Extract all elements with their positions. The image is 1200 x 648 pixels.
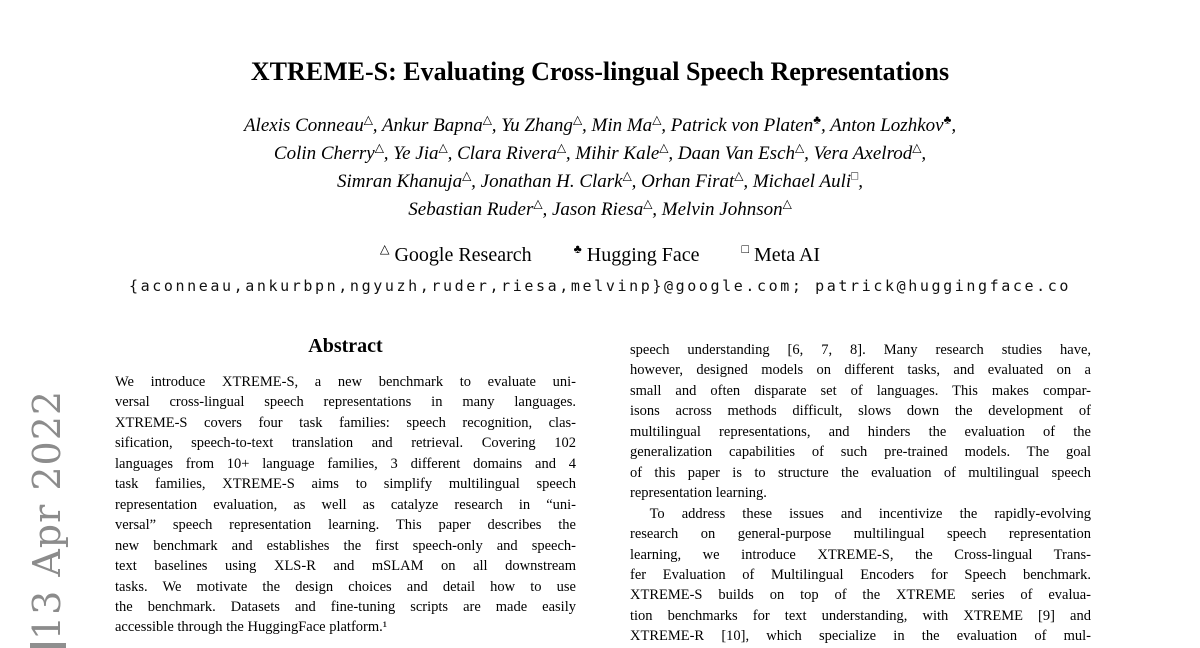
square-mark-icon: □ <box>741 242 749 257</box>
author-affiliation-mark-icon: △ <box>912 141 922 155</box>
author-affiliation-mark-icon: □ <box>851 169 859 183</box>
author-line: Sebastian Ruder△, Jason Riesa△, Melvin Johnson△ <box>408 197 792 220</box>
author-line: Alexis Conneau△, Ankur Bapna△, Yu Zhang△, Min Ma△, Patrick von Platen♣, Anton Lozhkov♣, <box>243 113 957 136</box>
introduction-text <box>630 340 1091 647</box>
text-line: text baselines using XLS-R and mSLAM on all downstream <box>115 558 576 575</box>
author-line: Simran Khanuja△, Jonathan H. Clark△, Orhan Firat△, Michael Auli□, <box>336 169 864 192</box>
triangle-mark-icon: △ <box>379 242 390 257</box>
arxiv-date-stamp: 13 Apr 2022 <box>25 389 69 641</box>
author-affiliation-mark-icon: △ <box>374 141 384 155</box>
author-affiliation-mark-icon: △ <box>482 113 492 127</box>
affiliation-item <box>574 244 700 267</box>
affiliations-row <box>0 244 1200 267</box>
text-line: learning, we introduce XTREME-S, the Cross-lingual Trans- <box>630 546 1091 563</box>
text-line: versal cross-lingual speech representations in many languages. <box>115 394 576 411</box>
text-line: of this paper is to structure the evaluation of multilingual speech <box>630 464 1091 481</box>
text-line: speech understanding [6, 7, 8]. Many research studies have, <box>630 342 1091 358</box>
text-line: generalization capabilities of such pre-trained models. The goal <box>630 444 1091 461</box>
text-line: small and often disparate set of languages. This makes compar- <box>630 382 1091 399</box>
text-line: XTREME-R [10], which specialize in the evaluation of mul- <box>630 628 1091 645</box>
author-affiliation-mark-icon: △ <box>652 113 662 127</box>
text-line: languages from 10+ language families, 3 different domains and 4 <box>115 455 576 472</box>
abstract-text <box>115 372 576 638</box>
author-affiliation-mark-icon: △ <box>782 197 792 211</box>
affiliation-name: Meta AI <box>754 244 821 266</box>
text-line: To address these issues and incentivize the rapidly-evolving <box>649 505 1091 522</box>
author-affiliation-mark-icon: △ <box>462 169 472 183</box>
text-line: however, designed models on different tasks, and evaluated on a <box>630 362 1091 379</box>
author-affiliation-mark-icon: △ <box>438 141 448 155</box>
author-affiliation-mark-icon: △ <box>363 113 373 127</box>
author-affiliation-mark-icon: △ <box>572 113 582 127</box>
affiliation-name: Google Research <box>394 244 532 266</box>
author-affiliation-mark-icon: △ <box>659 141 669 155</box>
text-line: tasks. We motivate the design choices and detail how to use <box>115 578 576 595</box>
text-line: new benchmark and establishes the first speech-only and speech- <box>115 537 576 554</box>
affiliation-item <box>742 244 821 267</box>
introduction-column <box>630 340 1091 647</box>
text-line: sification, speech-to-text translation and retrieval. Covering 102 <box>115 435 576 452</box>
text-line: fer Evaluation of Multilingual Encoders for Speech benchmark. <box>630 566 1091 583</box>
text-line: versal” speech representation learning. This paper describes the <box>115 517 576 534</box>
text-line: XTREME-S covers four task families: speech recognition, clas- <box>115 414 576 431</box>
abstract-column <box>115 334 576 638</box>
text-line: representation learning. <box>630 485 767 502</box>
paper-title: XTREME-S: Evaluating Cross-lingual Speech Representations <box>250 57 950 86</box>
club-mark-icon: ♣ <box>573 242 582 257</box>
author-affiliation-mark-icon: △ <box>556 141 566 155</box>
text-line: representation evaluation, as well as catalyze research in “uni- <box>115 496 576 513</box>
author-affiliation-mark-icon: ♣ <box>943 113 952 127</box>
author-block <box>0 112 1200 224</box>
text-line: accessible through the HuggingFace platform.¹ <box>115 619 388 636</box>
author-affiliation-mark-icon: △ <box>622 169 632 183</box>
author-affiliation-mark-icon: △ <box>734 169 744 183</box>
affiliation-item <box>380 244 532 267</box>
author-affiliation-mark-icon: △ <box>795 141 805 155</box>
author-affiliation-mark-icon: ♣ <box>813 113 821 127</box>
text-line: the benchmark. Datasets and fine-tuning scripts are made easily <box>115 598 576 615</box>
author-affiliation-mark-icon: △ <box>643 197 653 211</box>
affiliation-name: Hugging Face <box>586 244 700 266</box>
text-line: XTREME-S builds on top of the XTREME series of evalua- <box>630 587 1091 604</box>
text-line: tion benchmarks for text understanding, with XTREME [9] and <box>630 607 1091 624</box>
text-line: multilingual representations, and hinders the evaluation of the <box>630 423 1091 440</box>
text-line: We introduce XTREME-S, a new benchmark to evaluate uni- <box>115 374 576 390</box>
abstract-heading: Abstract <box>308 335 383 357</box>
text-line: isons across methods difficult, slows down the development of <box>630 403 1091 420</box>
text-line: task families, XTREME-S aims to simplify multilingual speech <box>115 476 576 493</box>
author-affiliation-mark-icon: △ <box>533 197 543 211</box>
arxiv-stamp-cutoff <box>30 643 66 648</box>
text-line: research on general-purpose multilingual speech representation <box>630 526 1091 543</box>
author-line: Colin Cherry△, Ye Jia△, Clara Rivera△, Mihir Kale△, Daan Van Esch△, Vera Axelrod△, <box>273 141 927 164</box>
author-emails: {aconneau,ankurbpn,ngyuzh,ruder,riesa,melvinp}@google.com; patrick@huggingface.co <box>128 277 1072 295</box>
